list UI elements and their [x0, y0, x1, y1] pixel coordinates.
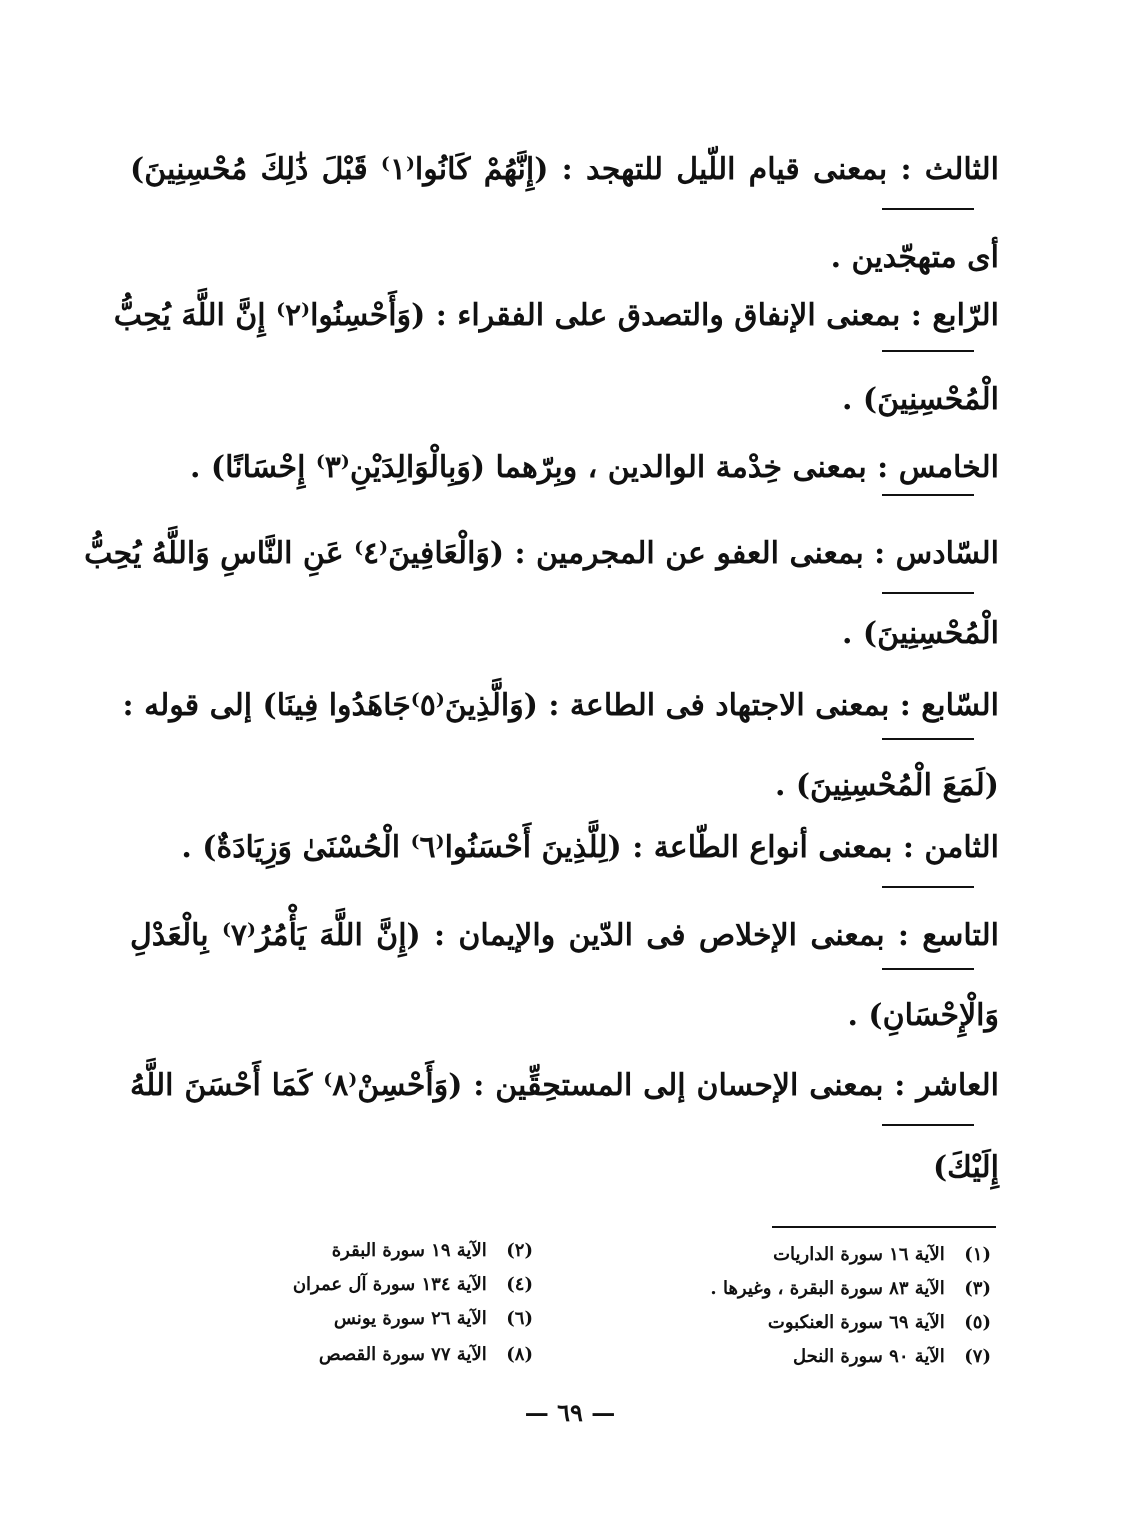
- heading-underline: [882, 968, 974, 970]
- paragraph-sixth-line-2: الْمُحْسِنِينَ) .: [842, 616, 999, 651]
- paragraph-seventh-line-2: (لَمَعَ الْمُحْسِنِينَ) .: [774, 768, 999, 803]
- footnote-6: [334, 1306, 533, 1332]
- footnote-number: (١): [964, 1244, 991, 1265]
- footnote-text: الآية ١٩ سورة البقرة: [331, 1240, 487, 1261]
- heading-underline: [882, 1124, 974, 1126]
- heading-underline: [882, 886, 974, 888]
- paragraph-ninth-line-2: وَالْإِحْسَانِ) .: [847, 998, 999, 1033]
- paragraph-eighth-line-1: الثامن : بمعنى أنواع الطّاعة : (لِلَّذِينَ أَحْسَنُوا⁽٦⁾ الْحُسْنَىٰ وَزِيَادَةٌ) .: [181, 830, 999, 865]
- heading-underline: [882, 208, 974, 210]
- footnote-number: (٣): [964, 1278, 991, 1299]
- footnote-number: (٨): [506, 1344, 533, 1365]
- footnote-text: الآية ٧٧ سورة القصص: [318, 1344, 487, 1365]
- footnote-8: [319, 1342, 533, 1368]
- paragraph-seventh-line-1: السّابع : بمعنى الاجتهاد فى الطاعة : (وَالَّذِينَ⁽٥⁾جَاهَدُوا فِينَا) إلى قوله :: [122, 688, 999, 723]
- paragraph-tenth-line-1: العاشر : بمعنى الإحسان إلى المستحِقِّين : (وَأَحْسِنْ⁽٨⁾ كَمَا أَحْسَنَ اللَّهُ: [130, 1068, 999, 1103]
- footnote-text: الآية ٦٩ سورة العنكبوت: [767, 1312, 945, 1333]
- footnote-text: الآية ٩٠ سورة النحل: [792, 1346, 945, 1367]
- paragraph-third-line-1: الثالث : بمعنى قيام اللّيل للتهجد : (إِنَّهُمْ كَانُوا⁽١⁾ قَبْلَ ذَٰلِكَ مُحْسِنِينَ): [130, 152, 1000, 187]
- paragraph-fifth-line-1: الخامس : بمعنى خِدْمة الوالدين ، وبِرّهما (وَبِالْوَالِدَيْنِ⁽٣⁾ إِحْسَانًا) .: [190, 450, 999, 485]
- footnote-separator: [772, 1226, 996, 1228]
- footnote-number: (٤): [506, 1274, 533, 1295]
- heading-underline: [882, 350, 974, 352]
- footnote-text: الآية ١٦ سورة الداريات: [773, 1244, 945, 1265]
- footnote-text: الآية ١٣٤ سورة آل عمران: [292, 1274, 487, 1295]
- footnote-number: (٧): [964, 1346, 991, 1367]
- paragraph-fourth-line-1: الرّابع : بمعنى الإنفاق والتصدق على الفقراء : (وَأَحْسِنُوا⁽٢⁾ إِنَّ اللَّهَ يُحِبُّ: [113, 298, 999, 333]
- footnote-number: (٢): [506, 1240, 533, 1261]
- footnote-number: (٦): [506, 1308, 533, 1329]
- paragraph-sixth-line-1: السّادس : بمعنى العفو عن المجرمين : (وَالْعَافِينَ⁽٤⁾ عَنِ النَّاسِ وَاللَّهُ يُحِبُّ: [84, 536, 999, 571]
- footnote-2: [332, 1238, 533, 1264]
- footnote-4: [293, 1272, 533, 1298]
- footnote-text: الآية ٢٦ سورة يونس: [333, 1308, 487, 1329]
- footnote-text: الآية ٨٣ سورة البقرة ، وغيرها .: [710, 1278, 945, 1299]
- heading-underline: [882, 738, 974, 740]
- heading-underline: [882, 494, 974, 496]
- paragraph-ninth-line-1: التاسع : بمعنى الإخلاص فى الدّين والإيمان : (إِنَّ اللَّهَ يَأْمُرُ⁽٧⁾ بِالْعَدْلِ: [130, 918, 999, 953]
- paragraph-tenth-line-2: إِلَيْكَ): [932, 1150, 999, 1185]
- footnote-number: (٥): [964, 1312, 991, 1333]
- paragraph-fourth-line-2: الْمُحْسِنِينَ) .: [842, 382, 999, 417]
- footnote-1: [773, 1242, 991, 1268]
- footnote-7: [793, 1344, 991, 1370]
- paragraph-third-line-2: أى متهجّدين .: [830, 240, 999, 275]
- footnote-3: [710, 1276, 991, 1302]
- footnote-5: [768, 1310, 991, 1336]
- heading-underline: [882, 592, 974, 594]
- page-number: — ٦٩ —: [524, 1398, 616, 1427]
